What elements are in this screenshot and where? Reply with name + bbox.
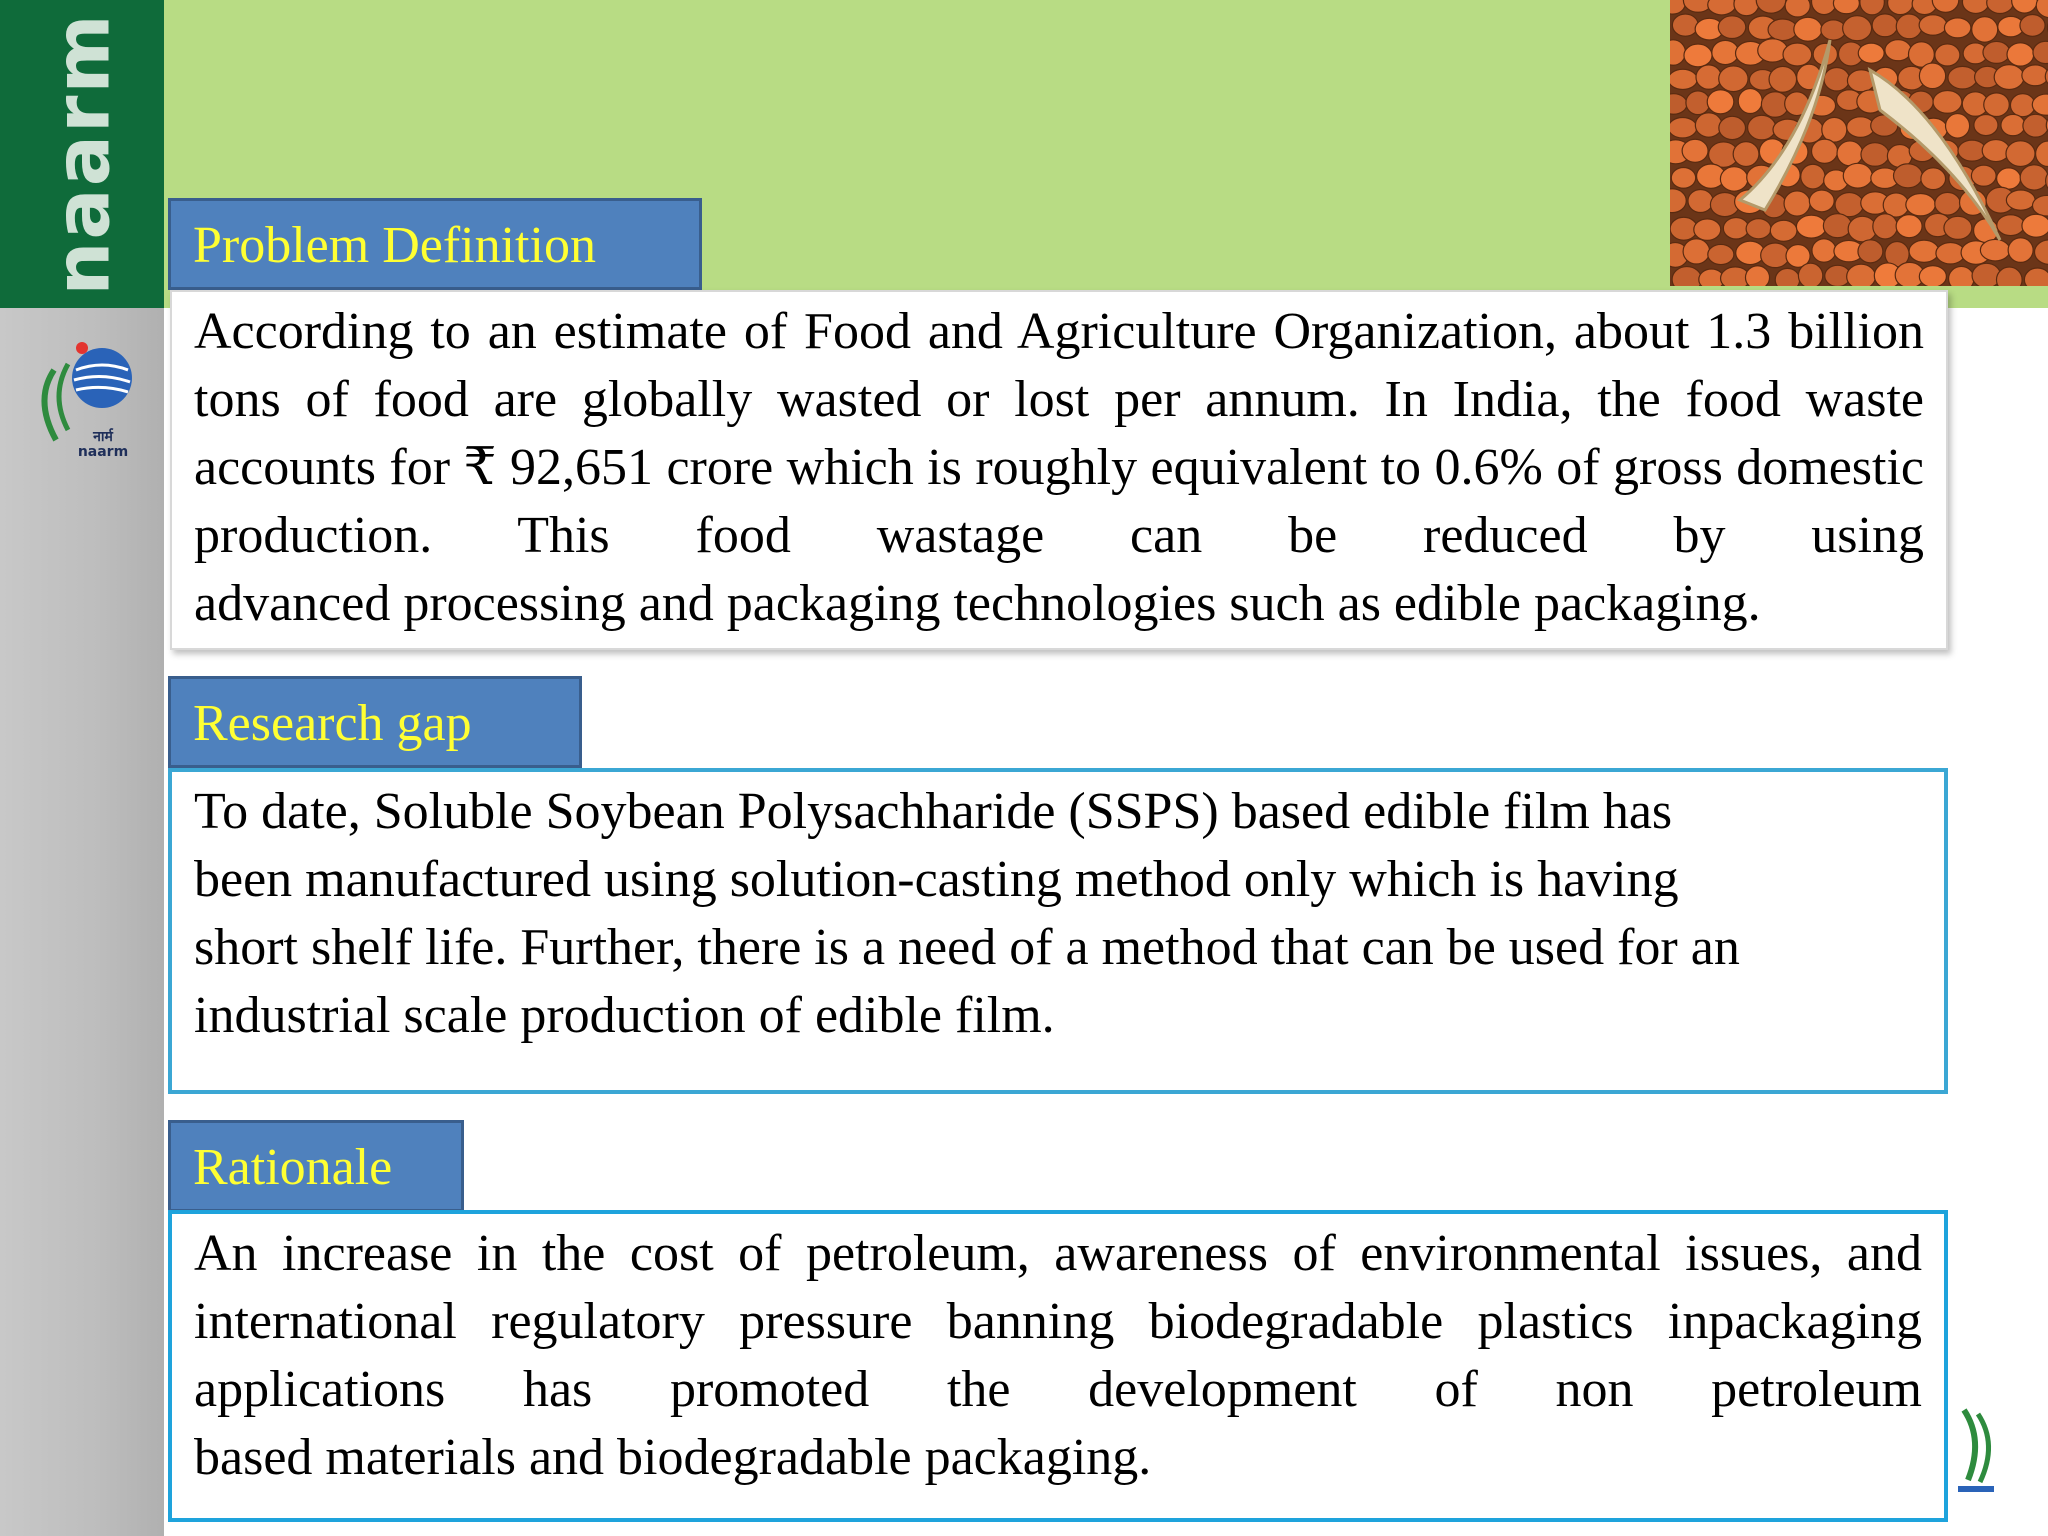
soybean-shape: [1720, 167, 1747, 192]
soybean-shape: [1821, 20, 1846, 40]
brand-wordmark: naarm: [37, 12, 127, 296]
text-line: billion tons of food are globally wasted or lost per annum. In India, the food: [194, 303, 1924, 428]
soybean-shape: [1835, 193, 1863, 217]
soybean-shape: [1809, 190, 1834, 212]
text-line: short shelf life. Further, there is a need of a method that can be used for an: [194, 919, 1740, 976]
soybean-shape: [2006, 190, 2035, 210]
soybean-shape: [2024, 268, 2048, 286]
text-line: inpackaging applications has promoted the development of non petroleum: [194, 1293, 1923, 1418]
rationale-box: [168, 1210, 1948, 1522]
soybean-shape: [1696, 65, 1721, 89]
soybean-shape: [1748, 115, 1776, 140]
soybean-shape: [2012, 0, 2038, 13]
soybean-shape: [1933, 90, 1962, 113]
logo-english-text: naarm: [77, 444, 129, 460]
soybean-shape: [1769, 66, 1797, 92]
soybean-shape: [1909, 240, 1939, 262]
section-heading-problem-definition: [168, 198, 702, 290]
soybean-shape: [1794, 17, 1822, 41]
soybean-shape: [1843, 16, 1872, 41]
text-line: based materials and biodegradable packaging.: [194, 1429, 1152, 1486]
soybean-shape: [1745, 266, 1769, 286]
soybean-shape: [2010, 94, 2035, 117]
soybean-shape: [1812, 0, 1837, 15]
soybean-shape: [1919, 15, 1947, 36]
icar-emblem-icon: [1944, 1390, 2004, 1510]
soybean-shape: [1974, 114, 1998, 135]
soybean-shape: [1860, 0, 1884, 15]
soybean-shape: [1861, 143, 1889, 167]
soybean-shape: [1837, 141, 1863, 166]
soybean-shape: [1921, 168, 1946, 190]
soybean-shape: [2020, 14, 2045, 36]
soybean-shape: [1980, 239, 2010, 260]
soybean-shape: [1949, 266, 1974, 286]
soybean-shape: [2001, 114, 2025, 135]
soybean-shape: [1983, 41, 2010, 63]
soybean-shape: [1996, 267, 2022, 286]
text-line: According to an estimate of Food and Agriculture Organization, about 1.3: [194, 303, 1772, 360]
soybean-shape: [1784, 191, 1810, 216]
soybean-shape: [1670, 118, 1697, 138]
soybean-shape: [1734, 0, 1759, 16]
soybean-shape: [1848, 216, 1876, 241]
soybean-shape: [1987, 0, 2014, 13]
soybean-shape: [1984, 93, 2010, 117]
soybean-shape: [1670, 40, 1686, 65]
soybean-shape: [1719, 116, 1746, 139]
soybean-shape: [1847, 264, 1876, 286]
soybean-shape: [1997, 215, 2025, 236]
research-gap-box: [168, 768, 1948, 1094]
soybean-shape: [1796, 215, 1826, 238]
soybean-shape: [1833, 0, 1859, 14]
soybean-shape: [1873, 214, 1898, 239]
soybean-shape: [1822, 117, 1847, 142]
soybean-shape: [1944, 216, 1972, 239]
soybean-shape: [1670, 94, 1687, 115]
section-heading-text: Problem Definition: [193, 217, 596, 274]
soybean-shape: [1768, 19, 1797, 41]
soybean-shape: [1935, 44, 1960, 66]
soybean-shape: [1688, 189, 1713, 212]
section-heading-text: Research gap: [193, 695, 472, 752]
soybean-shape: [2032, 94, 2048, 115]
soybean-shape: [1738, 88, 1762, 113]
soybean-shape: [1994, 65, 2024, 90]
soybean-shape: [1694, 219, 1721, 240]
text-line: waste accounts for ₹ 92,651 crore which is roughly equivalent to 0.6% of: [194, 371, 1924, 496]
soybean-shape: [1736, 241, 1765, 264]
problem-definition-box: [170, 290, 1948, 650]
section-heading-text: Rationale: [193, 1139, 393, 1196]
soybean-shape: [1824, 67, 1850, 91]
soybean-shape: [2007, 43, 2034, 66]
soybean-shape: [1707, 90, 1734, 114]
soybean-shape: [1708, 244, 1734, 264]
soybean-shape: [2023, 114, 2048, 137]
soybean-shape: [1823, 214, 1851, 238]
soybean-shape: [1758, 39, 1788, 62]
soybean-shape: [1972, 17, 1998, 43]
soybean-shape: [1935, 192, 1961, 215]
soybean-shape: [1683, 239, 1710, 264]
soybean-shape: [1982, 140, 2010, 162]
soybean-shape: [1798, 263, 1822, 286]
soybean-shape: [2035, 240, 2048, 264]
section-heading-research-gap: [168, 676, 582, 768]
soybean-shape: [1896, 14, 1922, 39]
soybean-shape: [1888, 0, 1913, 15]
soybean-shape: [1812, 239, 1836, 262]
text-line: industrial scale production of edible film.: [194, 987, 1055, 1044]
soybean-shape: [1670, 69, 1697, 89]
text-line: gross domestic production. This food wastage can be reduced by using: [194, 439, 1925, 564]
soybean-shape: [1718, 16, 1746, 39]
soybean-shape: [1971, 165, 1996, 186]
soybean-shape: [2008, 238, 2033, 263]
soybean-shape: [1719, 66, 1748, 92]
soybean-shape: [2006, 141, 2035, 167]
soybean-pods-photo: [1670, 0, 2048, 286]
soybean-shape: [1761, 243, 1790, 268]
section-heading-rationale: [168, 1120, 464, 1212]
soybean-shape: [1858, 240, 1883, 263]
soybean-shape: [1723, 218, 1748, 239]
logo-hindi-text: नार्म: [93, 429, 113, 445]
soybean-shape: [1672, 267, 1702, 286]
soybean-shape: [1733, 142, 1759, 167]
soybean-shape: [2033, 41, 2048, 63]
soybean-shape: [1783, 43, 1812, 66]
soybean-shape: [1948, 66, 1977, 89]
text-line: advanced processing and packaging technologies such as edible packaging.: [194, 575, 1761, 632]
text-line: An increase in the cost of petroleum, awareness of environmental issues,: [194, 1225, 1823, 1282]
soybean-shape: [1695, 113, 1722, 137]
soybean-shape: [2020, 165, 2048, 190]
soybean-shape: [1756, 0, 1786, 13]
soybean-shape: [1684, 44, 1712, 67]
text-line: and international regulatory pressure banning biodegradable plastics: [194, 1225, 1923, 1350]
soybean-shape: [1946, 114, 1970, 138]
soybean-shape: [1894, 164, 1923, 188]
soybean-shape: [1712, 40, 1739, 64]
soybean-shape: [1896, 215, 1922, 238]
logo-caption: [62, 430, 144, 460]
soybean-shape: [1919, 266, 1946, 286]
soybean-shape: [1997, 168, 2021, 189]
soybean-shape: [1801, 164, 1825, 189]
soybean-shape: [1708, 0, 1736, 15]
soybean-shape: [1906, 193, 1936, 215]
soybean-shape: [1672, 14, 1698, 36]
soybean-shape: [1775, 268, 1799, 286]
soybean-shape: [1686, 91, 1710, 115]
soybean-shape: [1843, 163, 1872, 188]
soybean-shape: [1682, 139, 1708, 162]
soybean-shape: [1770, 220, 1797, 241]
soybean-shape: [2022, 214, 2048, 237]
text-line: To date, Soluble Soybean Polysachharide (SSPS) based edible film has: [194, 783, 1673, 840]
soybean-shape: [1919, 63, 1945, 89]
soybean-shape: [2022, 65, 2048, 86]
soybean-shape: [1962, 0, 1989, 13]
soybean-shape: [1785, 0, 1810, 17]
soybean-shape: [1872, 14, 1898, 37]
soybean-shape: [1932, 0, 1958, 12]
soybean-shape: [1746, 219, 1771, 239]
soybean-shape: [1670, 189, 1686, 213]
left-sidebar: [0, 0, 164, 1536]
soybean-shape: [1812, 139, 1838, 163]
soybean-shape: [1858, 43, 1884, 63]
soybean-shape: [1944, 18, 1970, 38]
soybean-shape: [1885, 40, 1911, 61]
soybean-shape: [2036, 141, 2048, 166]
soybean-shape: [1671, 168, 1695, 189]
brand-band: [0, 0, 164, 308]
text-line: been manufactured using solution-casting method only which is having: [194, 851, 1679, 908]
